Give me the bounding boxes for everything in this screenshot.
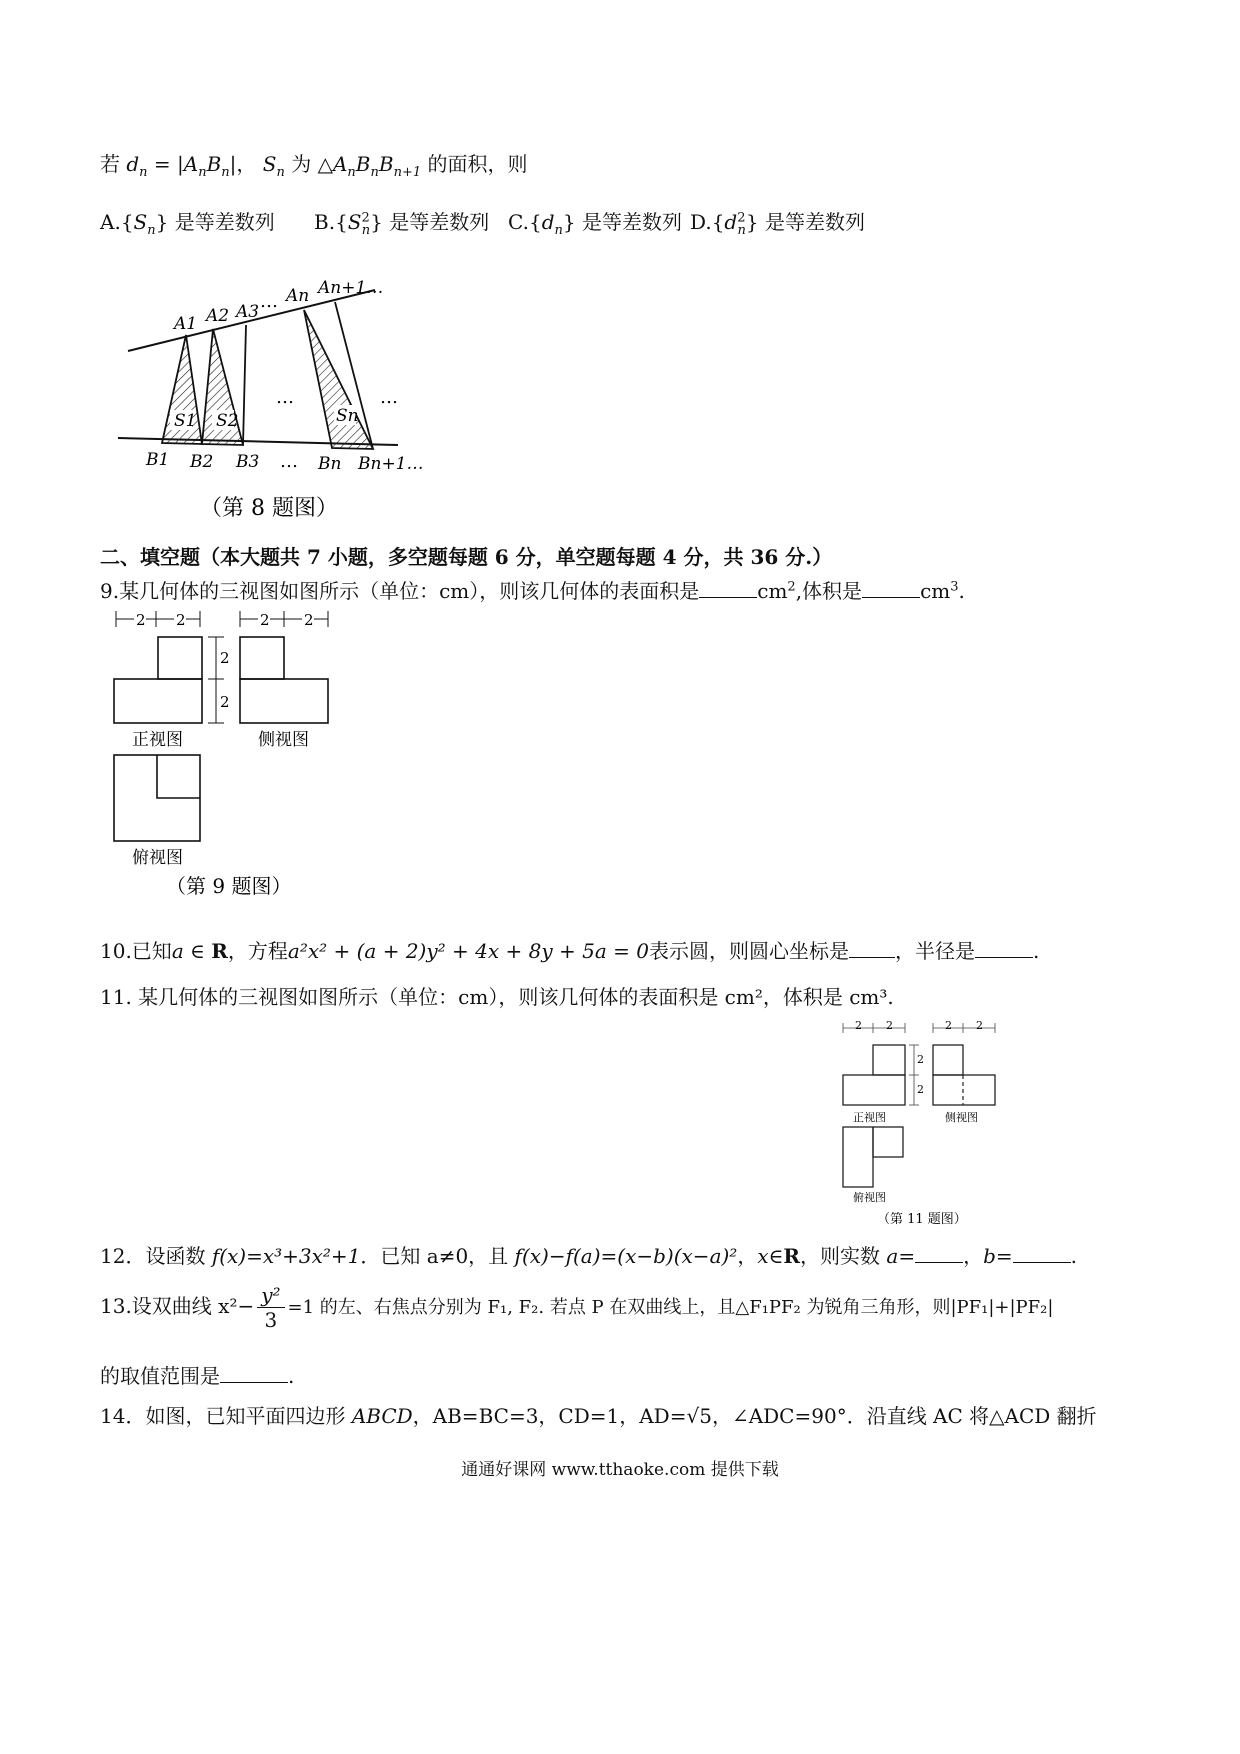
q8-option-a (100, 206, 275, 238)
q12-text-a: 12．设函数 (100, 1244, 212, 1268)
q13-text-a: =1 的左、右焦点分别为 F₁, F₂. 若点 P 在双曲线上，且△F₁PF₂ 为锐角三角形，则|PF₁|+|PF₂| (287, 1297, 1054, 1318)
label-top-dots: … (260, 291, 278, 312)
q9-dim-1: 2 (136, 611, 146, 629)
opt-a-close: } (155, 210, 169, 234)
q10-end: . (1032, 939, 1040, 963)
q8-tri-A-sub: n (347, 165, 356, 180)
q8-caption: （第 8 题图） (200, 496, 338, 521)
q8-tri-B1-sub: n+1 (393, 165, 422, 180)
q9-dot: . (958, 579, 965, 603)
q8-stem (100, 148, 527, 180)
q11-top-label: 俯视图 (853, 1191, 886, 1204)
q8-prefix: 若 (100, 152, 120, 176)
q14-text-a: 14．如图，已知平面四边形 (100, 1404, 352, 1428)
q9-blank-area[interactable] (699, 579, 757, 598)
q8-eq: = | (147, 152, 184, 176)
q11-caption: （第 11 题图） (877, 1212, 967, 1227)
q10-text2: ，半径是 (894, 939, 975, 963)
q9-figure (100, 605, 360, 905)
q9-dim-top-right (240, 611, 328, 627)
label-bn1: Bn+1… (358, 454, 424, 474)
q12-b-eq: b= (983, 1244, 1013, 1268)
q12-sep: ， (963, 1244, 984, 1268)
opt-a-label: A. (100, 210, 121, 234)
q11-dim-v1: 2 (917, 1053, 924, 1066)
q8-figure (100, 255, 440, 530)
q13-numerator: y² (257, 1283, 284, 1308)
opt-d-sub: n (737, 223, 746, 238)
q11-top-left (843, 1127, 873, 1187)
q8-dn: d (126, 152, 140, 176)
q11-front-bottom (843, 1075, 905, 1105)
opt-c-var: d (541, 210, 555, 234)
right-dots: … (380, 387, 398, 408)
q13-blank[interactable] (220, 1364, 288, 1383)
triangle-sn (304, 310, 373, 449)
q12-text-b: ．已知 a≠0，且 (360, 1244, 515, 1268)
q12-text-d: ，则实数 (800, 1244, 887, 1268)
label-b3: B3 (236, 452, 260, 472)
q9-side-bottom-block (240, 679, 328, 723)
opt-b-label: B. (314, 210, 336, 234)
q8-A-sub: n (198, 165, 207, 180)
q8-tri-B: B (355, 152, 371, 176)
q14-text-b: ，AB=BC=3，CD=1，AD=√5，∠ADC=90°．沿直线 AC 将△ACD 翻折 (412, 1404, 1097, 1428)
opt-d-text: 是等差数列 (758, 210, 865, 234)
q11-top-right (873, 1127, 903, 1157)
q13-denominator: 3 (264, 1308, 278, 1332)
q8-S: S (262, 152, 277, 176)
opt-b-sub: n (361, 223, 371, 238)
q9-blank-volume[interactable] (862, 579, 920, 598)
label-a3: A3 (236, 302, 260, 322)
q13-end: . (288, 1364, 295, 1388)
opt-b-text: 是等差数列 (382, 210, 490, 234)
q9-dim-3: 2 (260, 611, 270, 629)
q11-dim-4: 2 (976, 1019, 983, 1032)
q9-side-label: 侧视图 (258, 730, 309, 750)
q12-stem (100, 1240, 1077, 1269)
q12-blank-b[interactable] (1013, 1244, 1071, 1263)
q11-dim-2: 2 (886, 1019, 893, 1032)
footer-source: 通通好课网 www.tthaoke.com 提供下载 (461, 1460, 779, 1480)
opt-c-text: 是等差数列 (575, 210, 682, 234)
opt-d-label: D. (690, 210, 712, 234)
q13-text-b: 的取值范围是 (100, 1364, 220, 1388)
opt-a-text: 是等差数列 (168, 210, 275, 234)
q12-xr: x∈ (757, 1244, 784, 1268)
q11-side-label: 侧视图 (945, 1111, 978, 1124)
q11-figure (833, 1015, 1013, 1230)
q12-text-c: ， (737, 1244, 758, 1268)
label-a1: A1 (174, 314, 198, 334)
q11-front-label: 正视图 (853, 1111, 886, 1124)
q10-blank-radius[interactable] (975, 939, 1033, 958)
q11-dim-v2: 2 (917, 1083, 924, 1096)
q8-suffix: 的面积，则 (421, 152, 528, 176)
opt-b-open: { (335, 210, 348, 234)
opt-d-close: } (745, 210, 759, 234)
label-sn: Sn (336, 406, 359, 426)
q9-unit1: cm (757, 579, 788, 603)
q10-mid: ，方程 (227, 939, 288, 963)
q8-B-sub: n (221, 165, 230, 180)
q13-stem (100, 1283, 1053, 1332)
opt-b-var: S (347, 210, 362, 234)
mid-dots: … (276, 387, 294, 408)
q9-top-label: 俯视图 (132, 848, 183, 868)
section-2-heading: 二、填空题（本大题共 7 小题，多空题每题 6 分，单空题每题 4 分，共 36 分.） (100, 545, 833, 569)
q9-text-b: ,体积是 (795, 579, 863, 603)
label-an: An (286, 286, 310, 306)
q8-tri-B1: B (378, 152, 394, 176)
q9-front-label: 正视图 (132, 730, 183, 750)
q11-dim-1: 2 (855, 1019, 862, 1032)
label-a2: A2 (206, 306, 230, 326)
q12-func: f(x)=x³+3x²+1 (211, 1244, 361, 1268)
q11-stem: 11. 某几何体的三视图如图所示（单位：cm），则该几何体的表面积是 cm²，体积是 cm³. (100, 985, 894, 1009)
label-b2: B2 (190, 452, 214, 472)
q10-R: R (211, 939, 228, 963)
segment-a3b3 (243, 325, 246, 445)
q8-option-c (508, 206, 682, 238)
q9-sup2: 3 (950, 579, 959, 595)
q9-sup1: 2 (787, 579, 796, 595)
opt-a-var: S (133, 210, 148, 234)
q9-top-view-inner (157, 755, 200, 798)
label-bn: Bn (318, 454, 342, 474)
q9-dim-v1: 2 (220, 649, 230, 667)
q8-A: A (183, 152, 199, 176)
q9-side-top-block (240, 637, 284, 679)
q11-dim-3: 2 (945, 1019, 952, 1032)
label-an1: An+1… (318, 278, 384, 298)
q8-tri-B-sub: n (370, 165, 379, 180)
opt-d-open: { (711, 210, 725, 234)
opt-c-label: C. (508, 210, 529, 234)
q14-stem (100, 1400, 1097, 1429)
q12-blank-a[interactable] (915, 1244, 963, 1263)
q8-S-sub: n (276, 165, 285, 180)
q9-caption: （第 9 题图） (166, 874, 292, 898)
opt-a-sub: n (147, 223, 156, 238)
q8-option-d (690, 206, 865, 238)
q9-front-bottom-block (114, 679, 202, 723)
q10-prefix: 10.已知 (100, 939, 172, 963)
q9-stem (100, 575, 965, 604)
label-s2: S2 (216, 411, 239, 431)
q8-mid: |， (229, 152, 257, 176)
q9-front-top-block (158, 637, 202, 679)
q11-side-bottom (933, 1075, 995, 1105)
opt-c-open: { (528, 210, 542, 234)
q11-side-top (933, 1045, 963, 1075)
opt-c-sub: n (554, 223, 563, 238)
q8-tri: 为 △ (284, 152, 333, 176)
q8-tri-A: A (332, 152, 348, 176)
q10-a: a (171, 939, 184, 963)
opt-b-close: } (370, 210, 383, 234)
q9-text-a: 9.某几何体的三视图如图所示（单位：cm），则该几何体的表面积是 (100, 579, 700, 603)
q13-stem-line2 (100, 1360, 294, 1389)
q10-stem (100, 935, 1039, 964)
label-bottom-dots: … (280, 451, 298, 472)
q12-R: R (783, 1244, 801, 1268)
opt-d-sup: 2 (737, 210, 746, 226)
q10-equation: a²x² + (a + 2)y² + 4x + 8y + 5a = 0 (287, 939, 649, 963)
label-s1: S1 (174, 411, 197, 431)
q10-in: ∈ (183, 939, 212, 963)
q12-a-eq: a= (886, 1244, 916, 1268)
q10-blank-center[interactable] (849, 939, 895, 958)
q9-dim-v2: 2 (220, 693, 230, 711)
q8-dn-sub: n (139, 165, 148, 180)
opt-b-sup: 2 (361, 210, 370, 226)
q9-unit2: cm (920, 579, 951, 603)
label-b1: B1 (146, 450, 170, 470)
q14-abcd: ABCD (351, 1404, 413, 1428)
q13-prefix: 13.设双曲线 x²− (100, 1294, 255, 1318)
opt-c-close: } (562, 210, 576, 234)
q8-option-b (314, 206, 489, 238)
q13-fraction (257, 1283, 284, 1332)
q11-front-top (873, 1045, 905, 1075)
opt-a-open: { (120, 210, 134, 234)
q12-eq: f(x)−f(a)=(x−b)(x−a)² (514, 1244, 738, 1268)
q10-text1: 表示圆，则圆心坐标是 (648, 939, 849, 963)
q9-dim-2: 2 (176, 611, 186, 629)
q9-dim-top-left (116, 611, 200, 627)
opt-d-var: d (724, 210, 738, 234)
q9-dim-4: 2 (304, 611, 314, 629)
q12-end: . (1070, 1244, 1077, 1268)
q8-B: B (206, 152, 222, 176)
